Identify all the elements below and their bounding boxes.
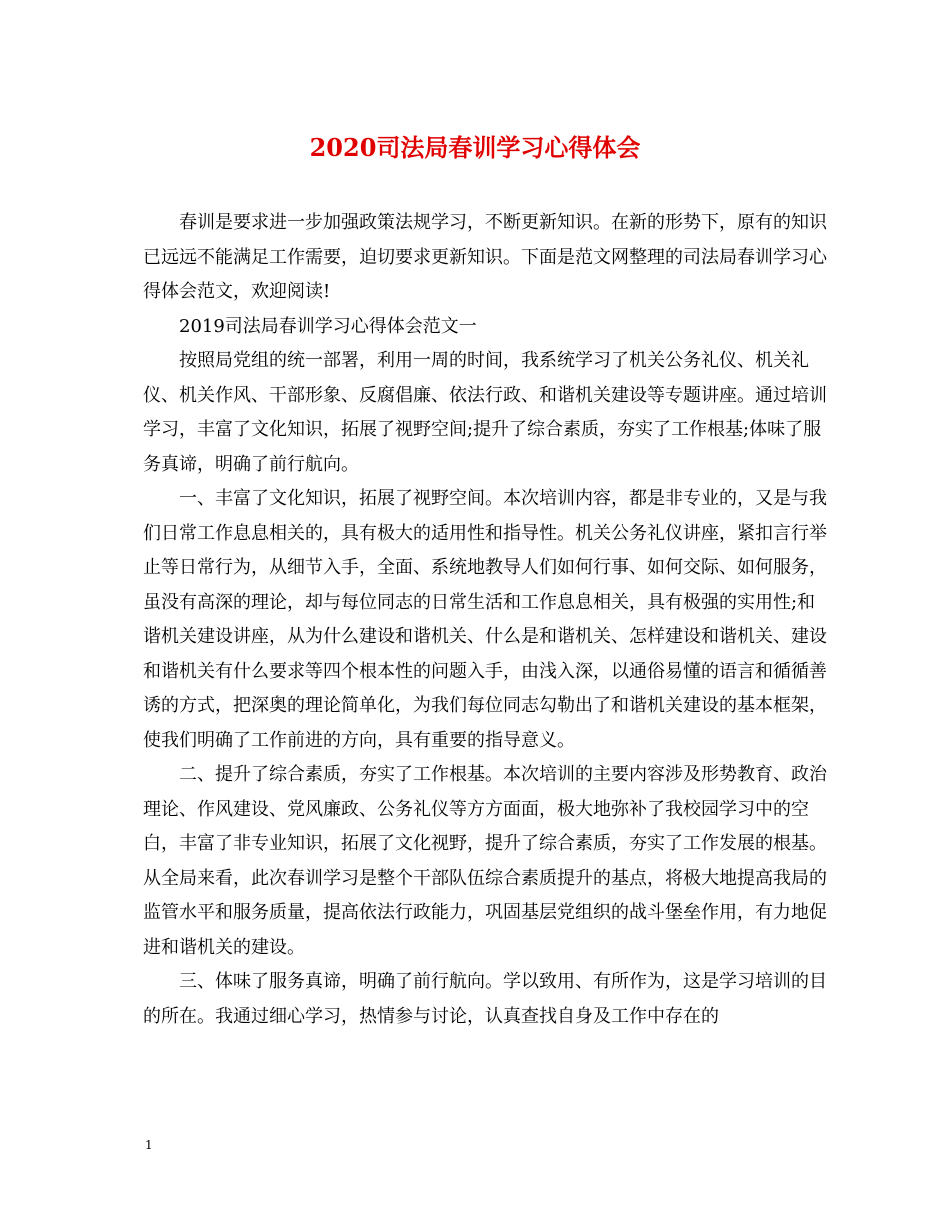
paragraph-section-one: 一、丰富了文化知识，拓展了视野空间。本次培训内容，都是非专业的，又是与我们日常工作息息相关的，具有极大的适用性和指导性。机关公务礼仪讲座，紧扣言行举止等日常行为，从细节入手，全面、系统地教导人们如何行事、如何交际、如何服务，虽没有高深的理论，却与每位同志的日常生活和工作息息相关，具有极强的实用性;和谐机关建设讲座，从为什么建设和谐机关、什么是和谐机关、怎样建设和谐机关、建设和谐机关有什么要求等四个根本性的问题入手，由浅入深，以通俗易懂的语言和循循善诱的方式，把深奥的理论简单化，为我们每位同志勾勒出了和谐机关建设的基本框架，使我们明确了工作前进的方向，具有重要的指导意义。 xyxy=(143,488,827,751)
paragraph-subtitle: 2019司法局春训学习心得体会范文一 xyxy=(179,315,477,337)
document-title: 2020司法局春训学习心得体会 xyxy=(309,133,641,162)
paragraph-intro: 春训是要求进一步加强政策法规学习，不断更新知识。在新的形势下，原有的知识已远远不能满足工作需要，迫切要求更新知识。下面是范文网整理的司法局春训学习心得体会范文，欢迎阅读! xyxy=(143,212,827,302)
document-body xyxy=(143,206,827,1034)
paragraph-section-two: 二、提升了综合素质，夯实了工作根基。本次培训的主要内容涉及形势教育、政治理论、作风建设、党风廉政、公务礼仪等方方面面，极大地弥补了我校园学习中的空白，丰富了非专业知识，拓展了文化视野，提升了综合素质，夯实了工作发展的根基。从全局来看，此次春训学习是整个干部队伍综合素质提升的基点，将极大地提高我局的监管水平和服务质量，提高依法行政能力，巩固基层党组织的战斗堡垒作用，有力地促进和谐机关的建设。 xyxy=(143,764,827,958)
page-number: 1 xyxy=(145,1138,153,1152)
paragraph-section-three: 三、体味了服务真谛，明确了前行航向。学以致用、有所作为，这是学习培训的目的所在。我通过细心学习，热情参与讨论，认真查找自身及工作中存在的 xyxy=(143,971,827,1027)
paragraph-overview: 按照局党组的统一部署，利用一周的时间，我系统学习了机关公务礼仪、机关礼仪、机关作风、干部形象、反腐倡廉、依法行政、和谐机关建设等专题讲座。通过培训学习，丰富了文化知识，拓展了视野空间;提升了综合素质，夯实了工作根基;体味了服务真谛，明确了前行航向。 xyxy=(143,350,827,475)
